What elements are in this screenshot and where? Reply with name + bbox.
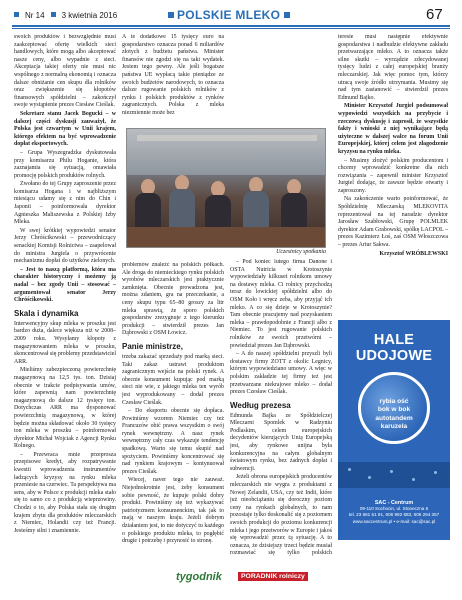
ad-company: SAC - Centrum bbox=[374, 500, 414, 506]
ad-address: 09-110 Sochocin, ul. Stoneczna 6 bbox=[359, 506, 429, 512]
paragraph: Wiecej, naver tego nie zauważ. Niejednokrotnie jest, żeby konsument sobie pewność, że kupuje polski dobry produkt. Powiniśmy się też wykazywać patriotyzmem konsumenckim, tak jak to mają w naszym kraju. Jeżeli dobrym działaniem jest, to nie dotyczyć tu każdego o polskiego produktu mleka, to pogłębić drugie i potrzebę i przynosić to stronę. bbox=[122, 477, 224, 545]
ad-promo-item: bok w bok bbox=[377, 406, 411, 414]
paragraph: – Grupa Wyszegradzka dyskutowała przy komisarzu Philu Hoganie, która zaznajamia się sytuacją, omawiała promocję polskich produktów rolnych. bbox=[14, 149, 116, 179]
section-title-text: POLSKIE MLEKO bbox=[177, 8, 281, 22]
issue-number: Nr 14 bbox=[25, 11, 45, 20]
paragraph-bold bbox=[14, 111, 116, 149]
photo-caption: Uczestnicy spotkania bbox=[276, 249, 326, 255]
page-footer bbox=[0, 566, 462, 600]
ad-promo-item: karuzela bbox=[380, 423, 408, 431]
photo-person bbox=[243, 191, 269, 231]
photo-person bbox=[169, 189, 195, 229]
subheading: Panie ministrze, bbox=[122, 341, 183, 351]
ad-decor-dot bbox=[434, 471, 437, 474]
photo-table bbox=[127, 227, 326, 248]
ad-web[interactable]: www.saccentrum.pl • e-mail: sac@sac.pl bbox=[352, 518, 436, 524]
ad-phone: tel. 23 661 51 91, 606 992 683, 606 294 357 bbox=[348, 512, 440, 518]
subheading: Skala i dynamika bbox=[14, 308, 79, 318]
ad-decor-dot bbox=[390, 470, 393, 473]
photo-ceiling-light bbox=[137, 135, 317, 141]
ad-promo-list bbox=[342, 398, 446, 432]
paragraph: – A do naszej spółdzielni przyszli byli dostawcy firmy ZOTT z okolic Legnicy, którym wypowiedziano umowy. A więc w polskim zakładzie tej firmy też jest przetwarzane niekrajowe mleko – dodał prezes Czesław Cieślak. bbox=[230, 351, 332, 396]
subheading: Według prezesa bbox=[230, 400, 291, 410]
tygodnik-logo: tygodnik bbox=[176, 571, 222, 583]
paragraph: Interwencyjny skup mleka w proszku jest bardzo duża, dalece większa niż w 2008–2009 roku. Wysyłamy kłopoty z magazynowaniem mleka w proszku, skoncentrował się problemy przedstawiciel ARR. bbox=[14, 320, 116, 365]
poradnik-logo: PORADNIK rolniczy bbox=[238, 572, 308, 581]
page-number: 67 bbox=[426, 6, 443, 23]
paragraph: Zwołano do tej Grupy zaproszenie przez komisarza Hogana i w najbliższym miesiącu udamy się z nim do Chin i Japonii – poinformowała dyrektor Agnieszka Maliszewska z Polskiej Izby Mleka. bbox=[14, 181, 116, 226]
ad-decor-dot bbox=[348, 468, 351, 471]
article-column-2-lower bbox=[122, 262, 224, 558]
paragraph-bold bbox=[14, 267, 116, 305]
paragraph: A te dodatkowe 15 tysięcy euro na gospodarstwo oznacza ponad 6 miliardów złotych z budżetu państwa. Minister finansów nie zgodzi się na taki wydatek. Jestem tego pewny. Ale jeśli bogatsze państwa UE wypłacą takie pieniądze ze swoich budżetów narodowych, to oznacza dalsze rugowanie polskich rolników z rynku i polskich produktów z rynków zagranicznych. Polska z mleka niezmiennie może bez bbox=[122, 34, 224, 116]
article-column-2 bbox=[122, 34, 224, 126]
square-bullet-icon bbox=[168, 12, 174, 18]
article-column-3 bbox=[230, 259, 332, 558]
article-column-3-upper bbox=[230, 34, 332, 126]
author-name: Krzysztof WRÓBLEWSKI bbox=[379, 250, 448, 257]
meeting-photo bbox=[126, 128, 326, 248]
paragraph-bold-text: Sekretarz stanu Jacek Bogucki – w dalszej części dyskusji zauważył, że Polska jest czwartym w Unii krajem, którego efektem na być wprowadzenie dopłat eksportowych. bbox=[14, 110, 116, 148]
paragraph-bold bbox=[338, 103, 448, 156]
article-column-1 bbox=[14, 34, 116, 558]
paragraph: – Musimy złożyć polskim producentom i chcemy wprowadzić konkretne dla nich rozwiązania – zapewnił minister Krzysztof Jurgiel dodając, że zawsze będzie otwarty i zaproszony. bbox=[338, 157, 448, 194]
ad-promo-item: autotandem bbox=[375, 414, 413, 422]
paragraph: trzeba zakazać sprzedaży pod marką sieci. Taki zakaz ustrawi produktom zagranicznym wejście na polski rynek. A obecnie konsument kupując pod marką sieci nie wie, z jakiego mleka ten wyrób jest wyprodukowany – dodał prezes Czesław Cieślak. bbox=[122, 353, 224, 406]
header-rule-thin bbox=[12, 28, 450, 29]
page-header bbox=[0, 0, 462, 30]
paragraph: – Przewraca mnie przeprosza przepisowe kredyt, aby rozpatrywanie kwestii wprowadzenia instrumentów ładzących kryzysy na rynku mleka przeniesie na czerwiec. Ta perspektywa ma sens, aby w Polsce z produkcji mleka stało się to samo co z produkcją wieprzowiny. Chodzi o to, aby Polska stała się drugim krajem zbytu dla produktów mleczarskich z Niemiec, Holandii czy też Francji. Jesteśmy silni i znamiennie. bbox=[14, 451, 116, 534]
paragraph: swoich produktów i bezwzględnie musi zaakceptować ofertę wielkich sieci handlowych, które mogą albo akceptować nasze ceny, albo wypadnie z sieci. Akceptacja takiej oferty nie musi nic wspólnego z normalną ekonomią i oznacza dalsze obniżanie cen skupu dla rolników oraz zwiększenie się kłopotów finansowych spółdzielni – zakończył swoje wystąpienie prezes Ciesław Cieślak. bbox=[14, 34, 116, 109]
ad-decor-dot bbox=[368, 476, 371, 479]
issue-date: 3 kwietnia 2016 bbox=[61, 11, 118, 20]
paragraph-bold-text: Minister Krzysztof Jurgiel podsumował wypowiedzi wszystkich na przybycie i rzeczową dyskusję i zaprosił, że wszystkie fakty i wnioski z niej wynikające będą użyteczne w dalszej walce na forum Unii Europejskiej, której celem jest złagodzenie kryzysu na rynku mleka. bbox=[338, 103, 448, 155]
paragraph: – Pod koniec lutego firma Danone i OSTA Nutricia w Krotoszynie wypowiedziały kilkuset rolnikom umowy na dostawy mleka. Ci rolnicy przychodzą teraz do lowickiej spółdzielni albo do OSM Koło i wręcz zeba, aby przyjąć ich mleko. A co się dzieje w Krotoszynie? Tam obecnie pracujemy nad pozyskaniem mleka – prawdopodobnie z Francji albo z Niemiec. To jest rugowanie polskich rolników ze swoich przetwórni – powiedział prezes Jan Dąbrowski. bbox=[230, 259, 332, 349]
ad-title: HALE UDOJOWE bbox=[355, 332, 433, 364]
paragraph: Jeżeli obrona europejskich producentów mleczarskich nie wygra z produktami z Nowej Zelandii, USA, czy też Indii, które już nieobciążaniu się doroczny poziom ceny na rynkach globalnych, to nam pozostaje tylko doskonalić się z poziomem swoich produkcji do poziomu konkurencji mleka i jego przetworów w Europie i jakoś się wprowadzić przez tą sytuację. A to oznacza, że dzisiejszy trzeci będzie musiał rozmawiać się tylko polskich bbox=[230, 474, 332, 557]
paragraph: W swej krótkiej wypowiedzi senator Jerzy Chróścikowski – przewodniczący senackiej Komisji Rolnictwa – zaapelował do ministra Jurgiela o przywrócenie mechanizmu dopłat do użytków zielonych. bbox=[14, 227, 116, 265]
ad-decor-band bbox=[338, 462, 450, 488]
paragraph-bold-text: – Jest to naszą platformą, która ma charakter historyczny i możemy ją nadal – bez zgody Unii – stosować – argumentował senator Jerzy Chróścikowski. bbox=[14, 266, 116, 304]
square-bullet-icon bbox=[284, 12, 290, 18]
section-title bbox=[168, 8, 293, 22]
paragraph: teresie musi następnie efektywnie gospodarstwa i nadbudzie efektywne zakładu przetwarzające mleko. A to oznacza także silne skutki – wyrządzie zdecydowanej tysięcy ludzi z całej europejskiej branży mleczarskiej. Jak więc pomoc tym, którzy utracą swoje źródło utrzymania. Musimy się nad tym zastanowić – stwierdził prezes Edmund Bajko. bbox=[338, 34, 448, 101]
paragraph: Edmunda Bajka ze Spółdzielczej Mleczarni Spomlek w Radzyniu Podlaskim, celem europejskich decydentów kierujących Unią Europejską jest, aby rynkowe unijna była konkurencyjna na całym globalnym światowym rynku, bez żadnych dopłat i subwencji. bbox=[230, 412, 332, 472]
article-column-4 bbox=[338, 34, 448, 316]
square-bullet-icon bbox=[14, 12, 19, 17]
paragraph: problemów znaleźć na polskich półkach. Ale droga do niemieckiego rynku polskich wyrobów mleczarskich jest praktycznie zamknięta. Obecnie prowadzona jest, można zdaniem, gra na przeczekanie, a ceny skupu typu 65–80 groszy za litr mleka sprawią, że sporo polskich gospodarstw zrezygnuje z tego kierunku produkcji – stwierdził prezes Jan Dąbrowski z OSM Łowicz. bbox=[122, 262, 224, 337]
paragraph: Na zakończenie warto poinformować, że Spółdzielnię Mleczarską MLEKOVITA reprezentował na tej naradzie dyrektor Jarosław Szabłowski, Grupę POLMLEK dyrektor Adam Grabowski, spółkę LACPOL – prezes Kazimierz Łoś, zaś OSM Włoszczowa – prezes Artur Sakwa. bbox=[338, 196, 448, 249]
header-rule bbox=[12, 25, 450, 27]
paragraph: – Do eksportu obecnie się dopłaca. Powiniśmy wzorem Niemiec czy też Francuzów obić prawa wszystkim o swój rynek wewnętrzny. A nasz rynek wewnętrzny cały czas wykazuje tendencję spadkową. Warto się temu skupić nad spożyciem. Powiniśmy koncentrować się nad rynkiem krajowym – kontynuował prezes Cieślak. bbox=[122, 408, 224, 475]
ad-contact bbox=[340, 500, 448, 525]
paragraph: Mieliśmy zabezpieczoną powierzchnię magazynową na 12,5 tys. ton. Dzisiaj obecnie w trakcie podpisywania umów, które zapewnią nam powierzchnię magazynową do dalsze 12 tysięcy ton. Dotychczas ARR ma dysponować powierzchnią magazynową, w której będzie można składować około 30 tysięcy ton mleka w proszku – poinformował dyrektor Michał Wojciak z Agencji Rynku Rolnego. bbox=[14, 367, 116, 450]
article-author bbox=[338, 251, 448, 259]
advertisement[interactable] bbox=[338, 320, 450, 540]
issue-info bbox=[14, 11, 123, 20]
ad-decor-dot bbox=[412, 478, 415, 481]
square-bullet-icon bbox=[51, 12, 56, 17]
ad-promo-item: rybia ość bbox=[379, 398, 409, 405]
